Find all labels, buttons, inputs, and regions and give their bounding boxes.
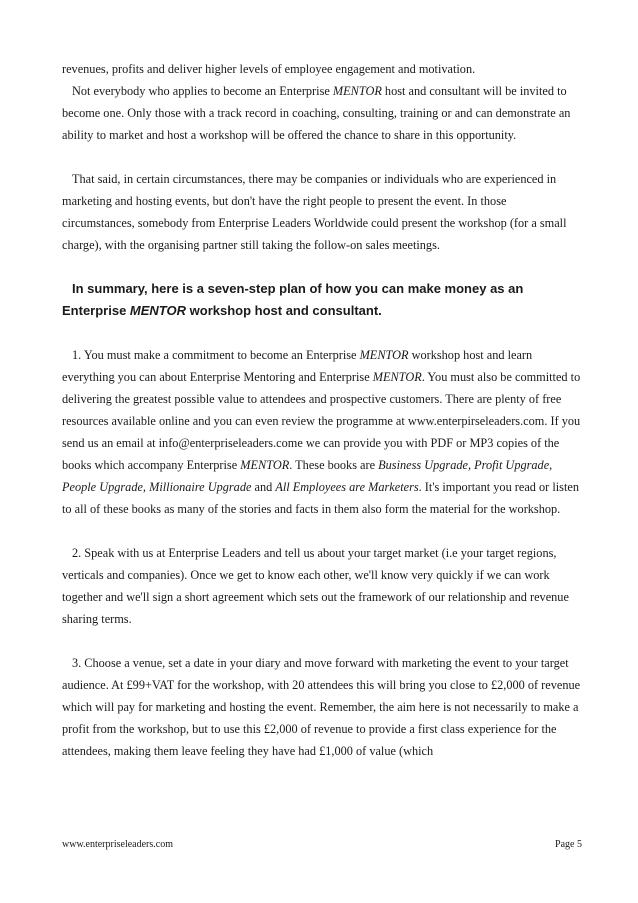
text-run: 1. You must make a commitment to become an Enterprise	[72, 348, 360, 362]
paragraph-continuation: revenues, profits and deliver higher levels of employee engagement and motivation.	[62, 62, 476, 76]
text-run: Not everybody who applies to become an Enterprise	[72, 84, 333, 98]
mentor-emphasis: MENTOR	[332, 84, 382, 98]
summary-heading	[62, 278, 582, 322]
page-body	[62, 58, 582, 762]
mentor-emphasis: MENTOR	[129, 303, 187, 318]
mentor-emphasis: MENTOR	[372, 370, 422, 384]
text-run: . You must also be committed to delivering the greatest possible value to attendees and prospective customers. There are plenty of free resources available online and you can even review the programme at www.enterpirseleaders.com. If you send us an email at info@enterpriseleaders.come we can provide you with PDF or MP3 copies of the books which accompany Enterprise	[62, 370, 581, 472]
page-footer	[62, 839, 582, 850]
book-titles: Business Upgrade, Profit Upgrade, People Upgrade, Millionaire Upgrade	[62, 458, 553, 494]
mentor-emphasis: MENTOR	[240, 458, 290, 472]
paragraph-circumstances: That said, in certain circumstances, there may be companies or individuals who are experienced in marketing and hosting events, but don't have the right people to present the event. In those circumstances, somebody from Enterprise Leaders Worldwide could present the workshop (for a small charge), with the organising partner still taking the follow-on sales meetings.	[62, 172, 567, 252]
text-run: workshop host and consultant.	[186, 303, 382, 318]
page-number: Page 5	[555, 839, 582, 850]
text-run: . These books are	[289, 458, 379, 472]
book-title: All Employees are Marketers	[275, 480, 419, 494]
paragraph-mentor-selection	[62, 80, 582, 146]
step-1	[62, 344, 582, 520]
step-3: 3. Choose a venue, set a date in your diary and move forward with marketing the event to your target audience. At £99+VAT for the workshop, with 20 attendees this will bring you close to £2,000 of revenue which will pay for marketing and hosting the event. Remember, the aim here is not necessarily to make a profit from the workshop, but to use this £2,000 of revenue to provide a first class experience for the attendees, making them leave feeling they have had £1,000 of value (which	[62, 656, 581, 758]
footer-url: www.enterpriseleaders.com	[62, 839, 173, 850]
text-run: In summary, here is a seven-step plan of how you can make money as an Enterprise	[62, 281, 524, 318]
step-2: 2. Speak with us at Enterprise Leaders and tell us about your target market (i.e your target regions, verticals and companies). Once we get to know each other, we'll know very quickly if we can work together and we'll sign a short agreement which sets out the framework of our relationship and revenue sharing terms.	[62, 546, 569, 626]
text-run: and	[251, 480, 276, 494]
text-run: host and consultant will be invited to become one. Only those with a track record in coaching, consulting, training or and can demonstrate an ability to market and host a workshop will be offered the chance to share in this opportunity.	[62, 84, 571, 142]
text-run: . It's important you read or listen to all of these books as many of the stories and facts in them also form the material for the workshop.	[62, 480, 579, 516]
text-run: workshop host and learn everything you can about Enterprise Mentoring and Enterprise	[62, 348, 533, 384]
mentor-emphasis: MENTOR	[359, 348, 409, 362]
